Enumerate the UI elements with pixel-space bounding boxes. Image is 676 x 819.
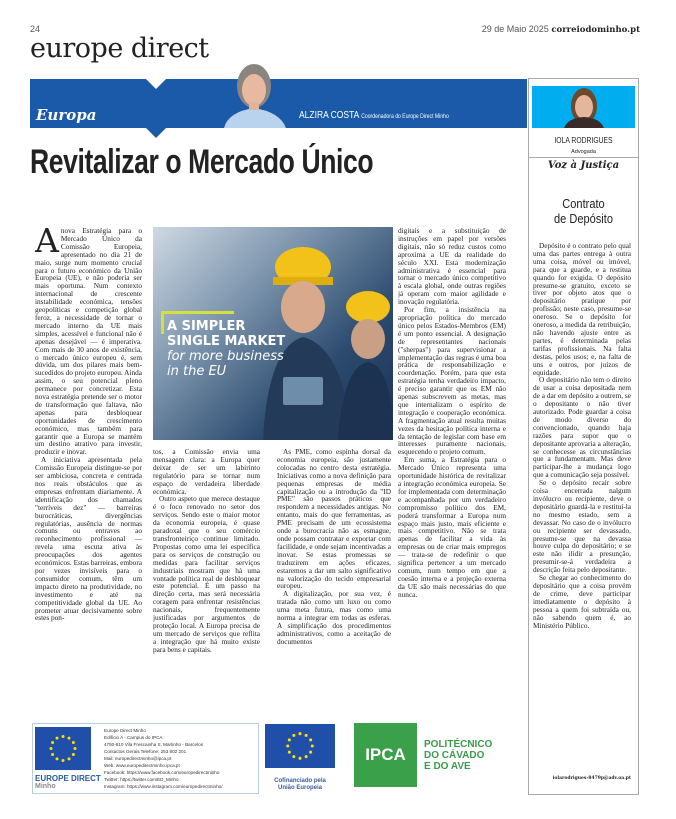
eu-caption-line: União Europeia [277, 785, 322, 791]
contact-instagram[interactable]: Instagram: https://www.instagram.com/europedirectminho/ [104, 784, 223, 789]
contact-twitter[interactable]: Twitter: https://twitter.com/ED_Minho [104, 777, 179, 782]
eu-star-icon [288, 751, 291, 754]
image-text-line: SINGLE MARKET [167, 334, 286, 349]
contact-line: Europe Direct Minho [104, 728, 146, 733]
eu-star-icon [309, 738, 312, 741]
eu-star-icon [305, 755, 308, 758]
article-paragraph: As PME, como espinha dorsal da economia europeia, são justamente colocadas no centro desta estratégia. Iniciativas como a nova definição para pequenas empresas de média capitalização ou a introdução da "ID PME" são passos práticos que respondem a necessidades antigas. No entanto, mais do que ferramentas, as PME precisam de um ecossistema onde a burocracia não as esmague, onde possam contratar e exportar com facilidade, e onde sejam incentivadas a inovar. Se estas promessas se traduzirem em ações eficazes, estaremos a dar um salto significativo na valorização do tecido empresarial europeu. [277, 448, 391, 591]
ipca-name-line: DO CÁVADO [424, 750, 485, 761]
columnist-email[interactable]: iolarodrigues-8479p@adv.oa.pt [552, 776, 631, 781]
ipca-logo-text: IPCA [365, 745, 406, 764]
contact-facebook[interactable]: Facebook: https://www.facebook.com/europedirectminho [104, 770, 220, 775]
eu-star-icon [298, 732, 301, 735]
ipca-name-line: POLITÉCNICO [424, 739, 493, 750]
contact-web[interactable]: Web: www.europedirectminho.ipca.pt [104, 763, 180, 768]
section-brand: europe direct [30, 33, 209, 64]
author-byline [299, 110, 449, 121]
sidebar-title [536, 196, 630, 226]
eu-star-icon [68, 737, 71, 740]
contact-line: Edifício A - Campus do IPCA [104, 735, 163, 740]
eu-star-icon [298, 757, 301, 760]
ipca-name-line: E DO AVE [424, 761, 471, 772]
eu-star-icon [292, 734, 295, 737]
band-notch-top [146, 79, 166, 89]
eu-flag-icon [35, 727, 91, 770]
eu-star-icon [72, 753, 75, 756]
author-photo [216, 62, 292, 128]
eu-star-icon [72, 741, 75, 744]
article-column-4 [398, 227, 506, 719]
sidebar-paragraph: Se o depósito recair sobre coisa encerrada nalgum invólucro ou recipiente, deve o depositário guardá-la e restituí-la no mesmo estado, sem a devassar. No caso de o invólucro ou recipiente ser devassado, presume-se que na devassa houve culpa do depositário; e se este não ilidir a presunção, presumir-se-á verdadeira a descrição feita pelo depositante. [533, 478, 631, 575]
page-number: 24 [30, 24, 41, 34]
eu-star-icon [50, 747, 53, 750]
ipca-name [424, 739, 492, 772]
contact-line: 4750-810 Vila Frescainha S. Martinho - Barcelos [104, 742, 203, 747]
eu-star-icon [305, 734, 308, 737]
eu-star-icon [51, 753, 54, 756]
eu-star-icon [62, 735, 65, 738]
author-role: Coordenadora do Europe Direct Minho [361, 114, 449, 120]
article-paragraph: Em suma, a Estratégia para o Mercado Único representa uma oportunidade histórica de revitalizar a integração económica europeia. Se for implementada com determinação e acompanhada por um verdadeiro compromisso político dos EM, poderá transformar a Europa num espaço mais justo, mais eficiente e mais competitivo. Não se trata apenas de facilitar a vida às empresas ou de criar mais empregos — trata-se de redefinir o que significa pertencer a um mercado comum, num tempo em que a coesão interna e a projeção externa da UE são mais necessárias do que nunca. [398, 455, 506, 599]
article-paragraph [35, 227, 142, 456]
sidebar-title-line: Contrato [562, 196, 605, 211]
article-column-3 [277, 448, 391, 720]
europe-direct-logo-label: EUROPE DIRECT [35, 774, 101, 783]
eu-star-icon [311, 744, 314, 747]
image-text-line: for more business [167, 349, 284, 364]
band-notch-bottom [146, 128, 166, 138]
article-column-2 [153, 448, 260, 720]
eu-star-icon [68, 757, 71, 760]
issue-date [482, 24, 640, 35]
eu-star-icon [292, 755, 295, 758]
sidebar-paragraph: Se chegar ao conhecimento do depositário que a coisa provém de crime, deve participar imediatamente o depósito à pessoa a quem foi subtraída ou, não sabendo quem é, ao Ministério Público. [533, 573, 631, 630]
columnist-name: IOLA RODRIGUES [554, 136, 613, 145]
eu-cofinanced-caption [265, 778, 335, 792]
article-image [153, 227, 393, 440]
eu-star-icon [309, 751, 312, 754]
date-text: 29 de Maio 2025 [481, 24, 549, 34]
eu-star-icon [74, 747, 77, 750]
eu-cofinanced-flag-icon [265, 724, 335, 768]
eu-star-icon [62, 759, 65, 762]
eu-star-icon [56, 757, 59, 760]
article-paragraph: digitais e a substituição de instruções em papel por versões digitais, não só reduz custos como aproxima a UE da realidade do século XXI. Esta modernização administrativa é essencial para tornar o mercado único competitivo à escala global, onde outras regiões já operam com maior agilidade e inovação regulatória. [398, 227, 506, 307]
columnist-photo [532, 86, 635, 128]
drop-cap: A [35, 227, 59, 260]
section-label: Europa [36, 106, 97, 124]
site-name: correiodominho.pt [551, 25, 640, 35]
contact-line: Contactos Gerais Telefone: 253 802 201 [104, 749, 187, 754]
article-title: Revitalizar o Mercado Único [30, 143, 374, 181]
eu-star-icon [288, 738, 291, 741]
column-rubric: Voz à Justiça [547, 160, 620, 171]
eu-star-icon [286, 744, 289, 747]
author-name: ALZIRA COSTA [299, 110, 359, 121]
article-paragraph: A iniciativa apresentada pela Comissão Europeia distingue-se por ser ambiciosa, concreta e centrada nos reais obstáculos que as empresas enfrentam diariamente. A identificação dos chamados "terríveis dez" — barreiras burocráticas, divergências regulatórias, ausência de normas comuns ou entraves ao reconhecimento profissional — revela uma escuta ativa às preocupações dos agentes económicos. Estas barreiras, embora por vezes invisíveis para o consumidor comum, têm um impacto direto na produtividade, no investimento e até na competitividade global da UE. Ao prometer atuar decisivamente sobre estes pon- [35, 455, 142, 623]
article-column-1 [35, 227, 142, 719]
eu-star-icon [56, 737, 59, 740]
sidebar-body [533, 242, 631, 772]
europe-direct-logo-sub: Minho [35, 783, 56, 790]
article-paragraph: Por fim, a insistência na apropriação política do mercado único pelos Estados-Membros (EM) é um ponto essencial. A designação de representantes nacionais ("sherpas") para supervisionar a implementação das regras é uma boa prática de responsabilização e coordenação. Porém, para que esta estratégia tenha verdadeiro impacto, é preciso garantir que os EM não apenas subscrevem as metas, mas que internalizam o espírito de integração e cooperação económica. A fragmentação atual resulta muitas vezes da hesitação política interna e da tentação de legislar com base em interesses puramente nacionais, esquecendo o projeto comum. [398, 305, 506, 457]
sidebar-paragraph: O depositário não tem o direito de usar a coisa depositada nem de a dar em depósito a outrem, se o depositante o não tiver autorizado. Pode guardar a coisa de modo diverso do convencionado, quando haja razões para supor que o depositante aprovaria a alteração, se conhecesse as circunstâncias que a fundamentam. Mas deve participar-lhe a mudança logo que a comunicação seja possível. [533, 375, 631, 480]
article-paragraph: Outro aspeto que merece destaque é o foco renovado no setor dos serviços. Sendo este o maior motor da economia europeia, é quase paradoxal que o seu comércio transfronteiriço continue limitado. Propostas como uma lei específica para os serviços de construção ou medidas para facilitar serviços industriais mostram que há uma vontade política real de desbloquear este potencial. É um passo na direção certa, mas será necessária coragem para enfrentar resistências nacionais, frequentemente justificadas por argumentos de proteção local. A Europa precisa de um mercado de serviços que reflita a integração que há muito existe para bens e capitais. [153, 494, 260, 654]
article-paragraph: tos, a Comissão envia uma mensagem clara: a Europa quer deixar de ser um labirinto regulatório para se tornar num espaço de verdadeira liberdade económica. [153, 448, 260, 496]
eu-caption-line: Cofinanciado pela [274, 778, 326, 784]
sidebar-paragraph: Depósito é o contrato pelo qual uma das partes entrega à outra uma coisa, móvel ou imóvel, para que a guarde, e a restitua quando for exigida. O depósito presume-se gratuito, exceto se tiver por objeto atos que o depositário pratique por profissão; neste caso, presume-se oneroso. Se o depósito for oneroso, a medida da retribuição, não havendo ajuste entre as partes, é determinada pelas tarifas profissionais. Na falta destas, pelos usos; e, na falta de uns e outros, por juízos de equidade. [533, 242, 631, 377]
sidebar-divider [528, 157, 639, 158]
paragraph-text: nova Estratégia para o Mercado Único da Comissão Europeia, apresentado no dia 21 de maio, surge num momento crucial para o futuro económico da União Europeia (UE), e não poderia ser mais oportuna. Num contexto internacional de crescente instabilidade económica, tensões geopolíticas e competição global feroz, a necessidade de tornar o mercado interno da UE mais simples, acessível e funcional não é apenas desejável — é imperativa. Com mais de 30 anos de existência, o mercado único europeu é, sem dúvida, um dos pilares mais bem-sucedidos do projeto europeu. Ainda assim, o seu potencial pleno permanece por concretizar. Esta nova estratégia pretende ser o motor de transformação que faltava, não apenas para desbloquear oportunidades de crescimento económico, mas também para garantir que a Europa se mantém um destino atrativo para investir, produzir e inovar. [35, 227, 142, 457]
contact-details [104, 727, 222, 790]
columnist-role: Advogada [571, 149, 596, 155]
image-text-line: in the EU [167, 364, 227, 379]
sidebar-title-line: de Depósito [554, 211, 613, 226]
eu-star-icon [51, 741, 54, 744]
image-caption [167, 319, 285, 379]
article-paragraph: A digitalização, por sua vez, é tratada não como um luxo ou como uma meta futura, mas como uma norma a integrar em todas as esferas. A simplificação dos procedimentos administrativos, como a aceitação de documentos [277, 589, 391, 646]
ipca-logo [354, 723, 417, 787]
contact-email[interactable]: Mail: europedirectminho@ipca.pt [104, 756, 172, 761]
image-text-line: A SIMPLER [167, 319, 246, 334]
